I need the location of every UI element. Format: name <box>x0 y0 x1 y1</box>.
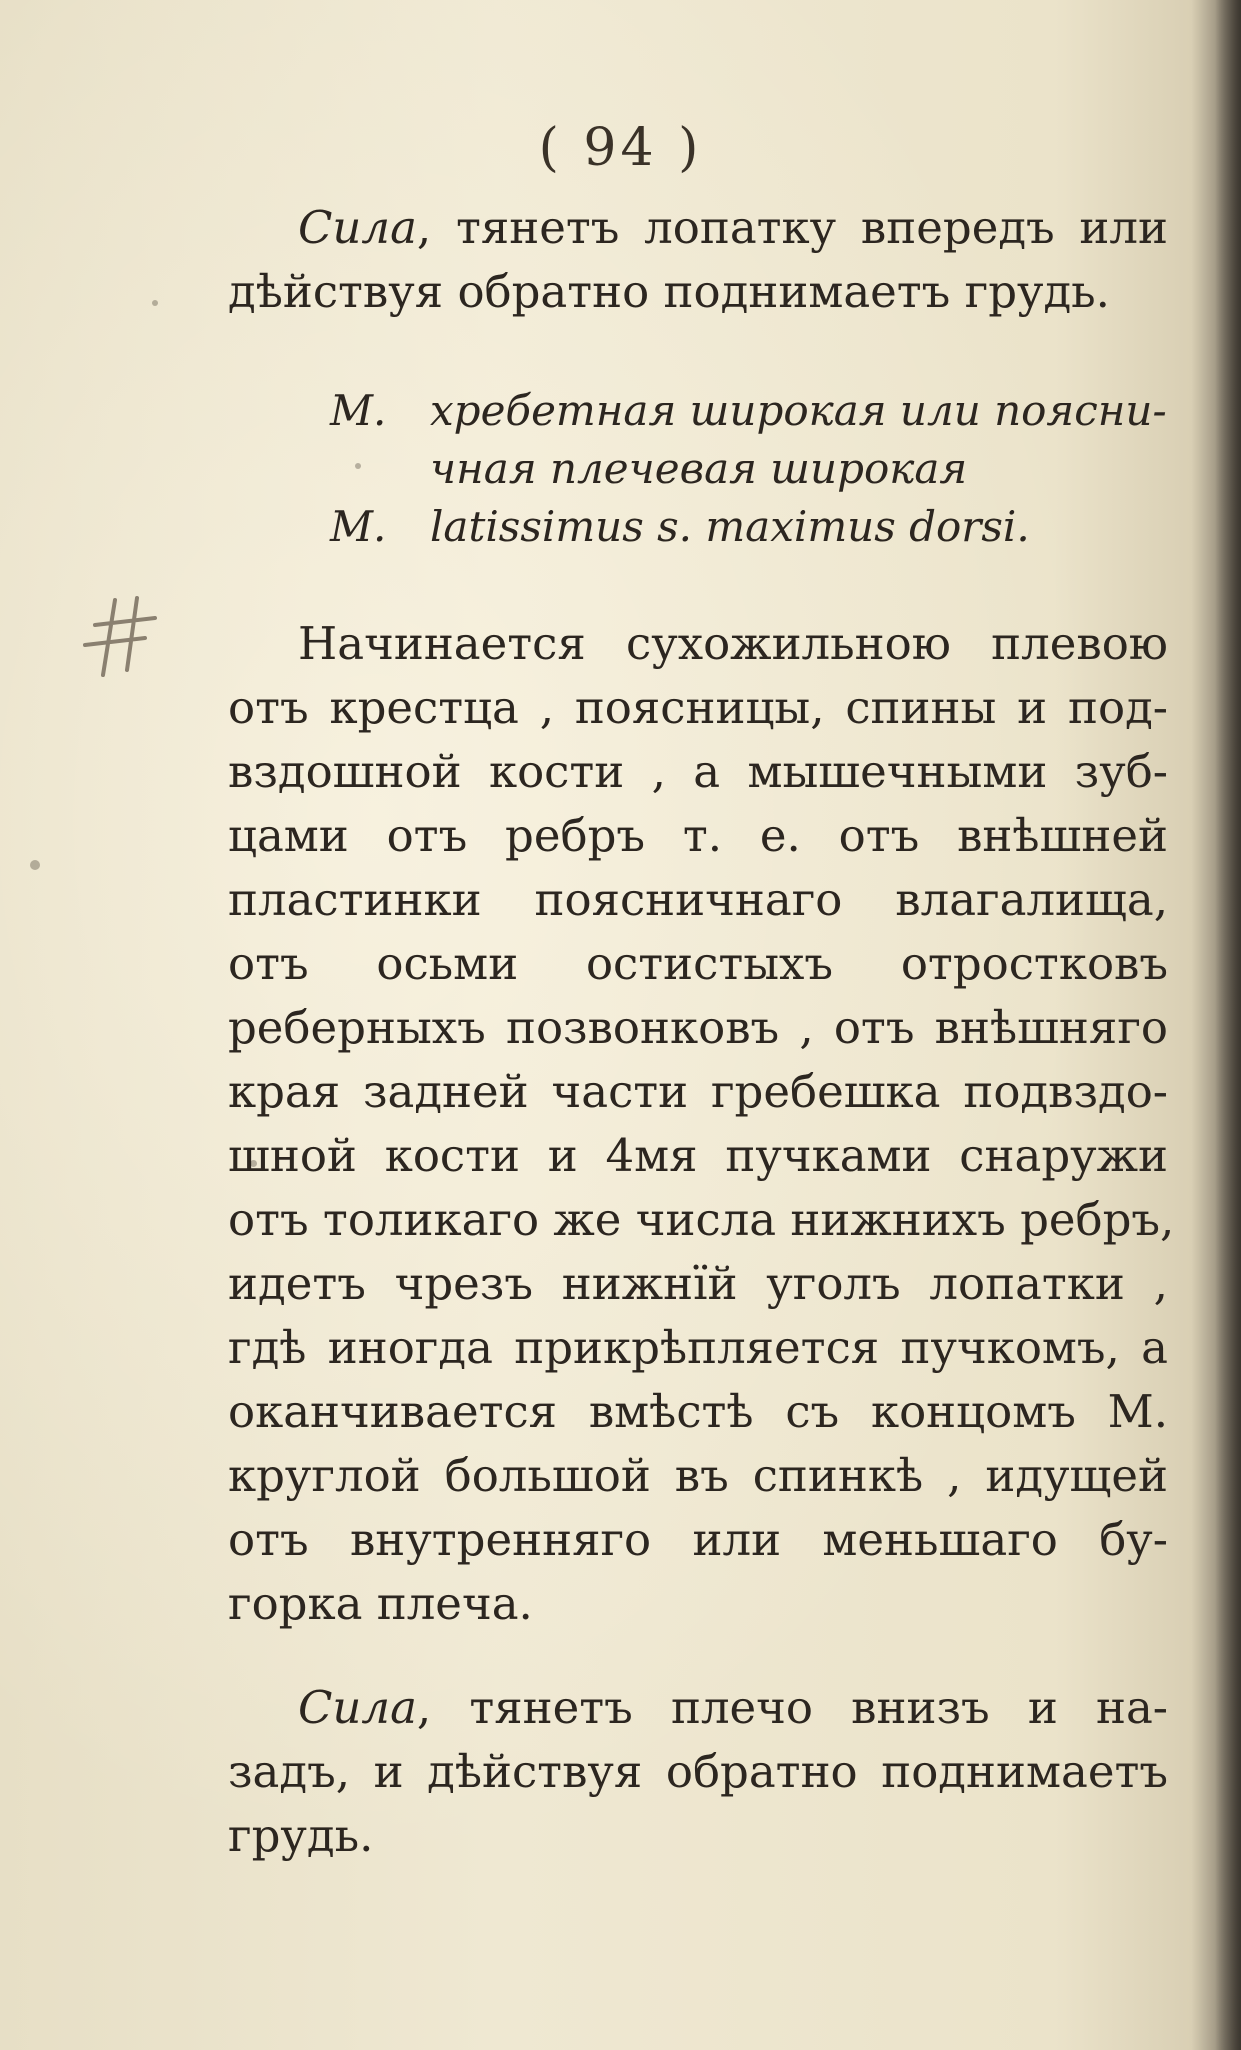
paragraph-function-1 <box>228 196 1168 324</box>
muscle-heading <box>330 382 1180 556</box>
text-line: отъ толикаго же числа нижнихъ ребръ, <box>228 1193 1175 1246</box>
text-line: шной кости и 4мя пучками снаружи <box>228 1129 1168 1182</box>
text-line: горка плеча. <box>228 1577 533 1630</box>
text-line: грудь. <box>228 1809 374 1862</box>
paper-speck <box>30 860 40 870</box>
text-line: гдѣ иногда прикрѣпляется пучкомъ, а <box>228 1321 1168 1374</box>
text-line: круглой большой въ спинкѣ , идущей <box>228 1449 1168 1502</box>
lead-word: Сила <box>298 201 417 254</box>
paragraph-function-2 <box>228 1676 1168 1868</box>
muscle-name-ru: хребетная широкая или поясни- <box>430 386 1167 435</box>
margin-hash-mark-icon <box>75 590 165 680</box>
text-line: пластинки поясничнаго влагалища, <box>228 873 1168 926</box>
text-line: отъ внутренняго или меньшаго бу- <box>228 1513 1168 1566</box>
text-line: Сила, тянетъ лопатку впередъ или <box>298 201 1168 254</box>
text-line: Начинается сухожильною плевою <box>298 617 1168 670</box>
text-line: края задней части гребешка подвздо- <box>228 1065 1168 1118</box>
paragraph-origin-insertion <box>228 612 1175 1636</box>
muscle-name-row <box>330 440 1180 498</box>
muscle-latin-row <box>330 498 1180 556</box>
text-line: идетъ чрезъ нижнїй уголъ лопатки , <box>228 1257 1168 1310</box>
text-line: оканчивается вмѣстѣ съ концомъ M. <box>228 1385 1168 1438</box>
paper-speck <box>152 300 158 306</box>
muscle-label: M. <box>330 502 387 551</box>
lead-word: Сила <box>298 1681 417 1734</box>
text-line: вздошной кости , а мышечными зуб- <box>228 745 1168 798</box>
text-line: задъ, и дѣйствуя обратно поднимаетъ <box>228 1745 1168 1798</box>
text-line: цами отъ ребръ т. е. отъ внѣшней <box>228 809 1168 862</box>
text-line: отъ крестца , поясницы, спины и под- <box>228 681 1168 734</box>
muscle-name-latin: latissimus s. maximus dorsi. <box>430 502 1030 551</box>
page-number: ( 94 ) <box>538 118 703 178</box>
text-line: реберныхъ позвонковъ , отъ внѣшняго <box>228 1001 1168 1054</box>
text-line: дѣйствуя обратно поднимаетъ грудь. <box>228 265 1110 318</box>
muscle-label: M. <box>330 386 387 435</box>
muscle-name-row <box>330 382 1180 440</box>
muscle-name-ru-cont: чная плечевая широкая <box>430 444 968 493</box>
text-line: отъ осьми остистыхъ отростковъ <box>228 937 1168 990</box>
text-line: Сила, тянетъ плечо внизъ и на- <box>298 1681 1168 1734</box>
page-edge-shadow <box>1215 0 1241 2050</box>
